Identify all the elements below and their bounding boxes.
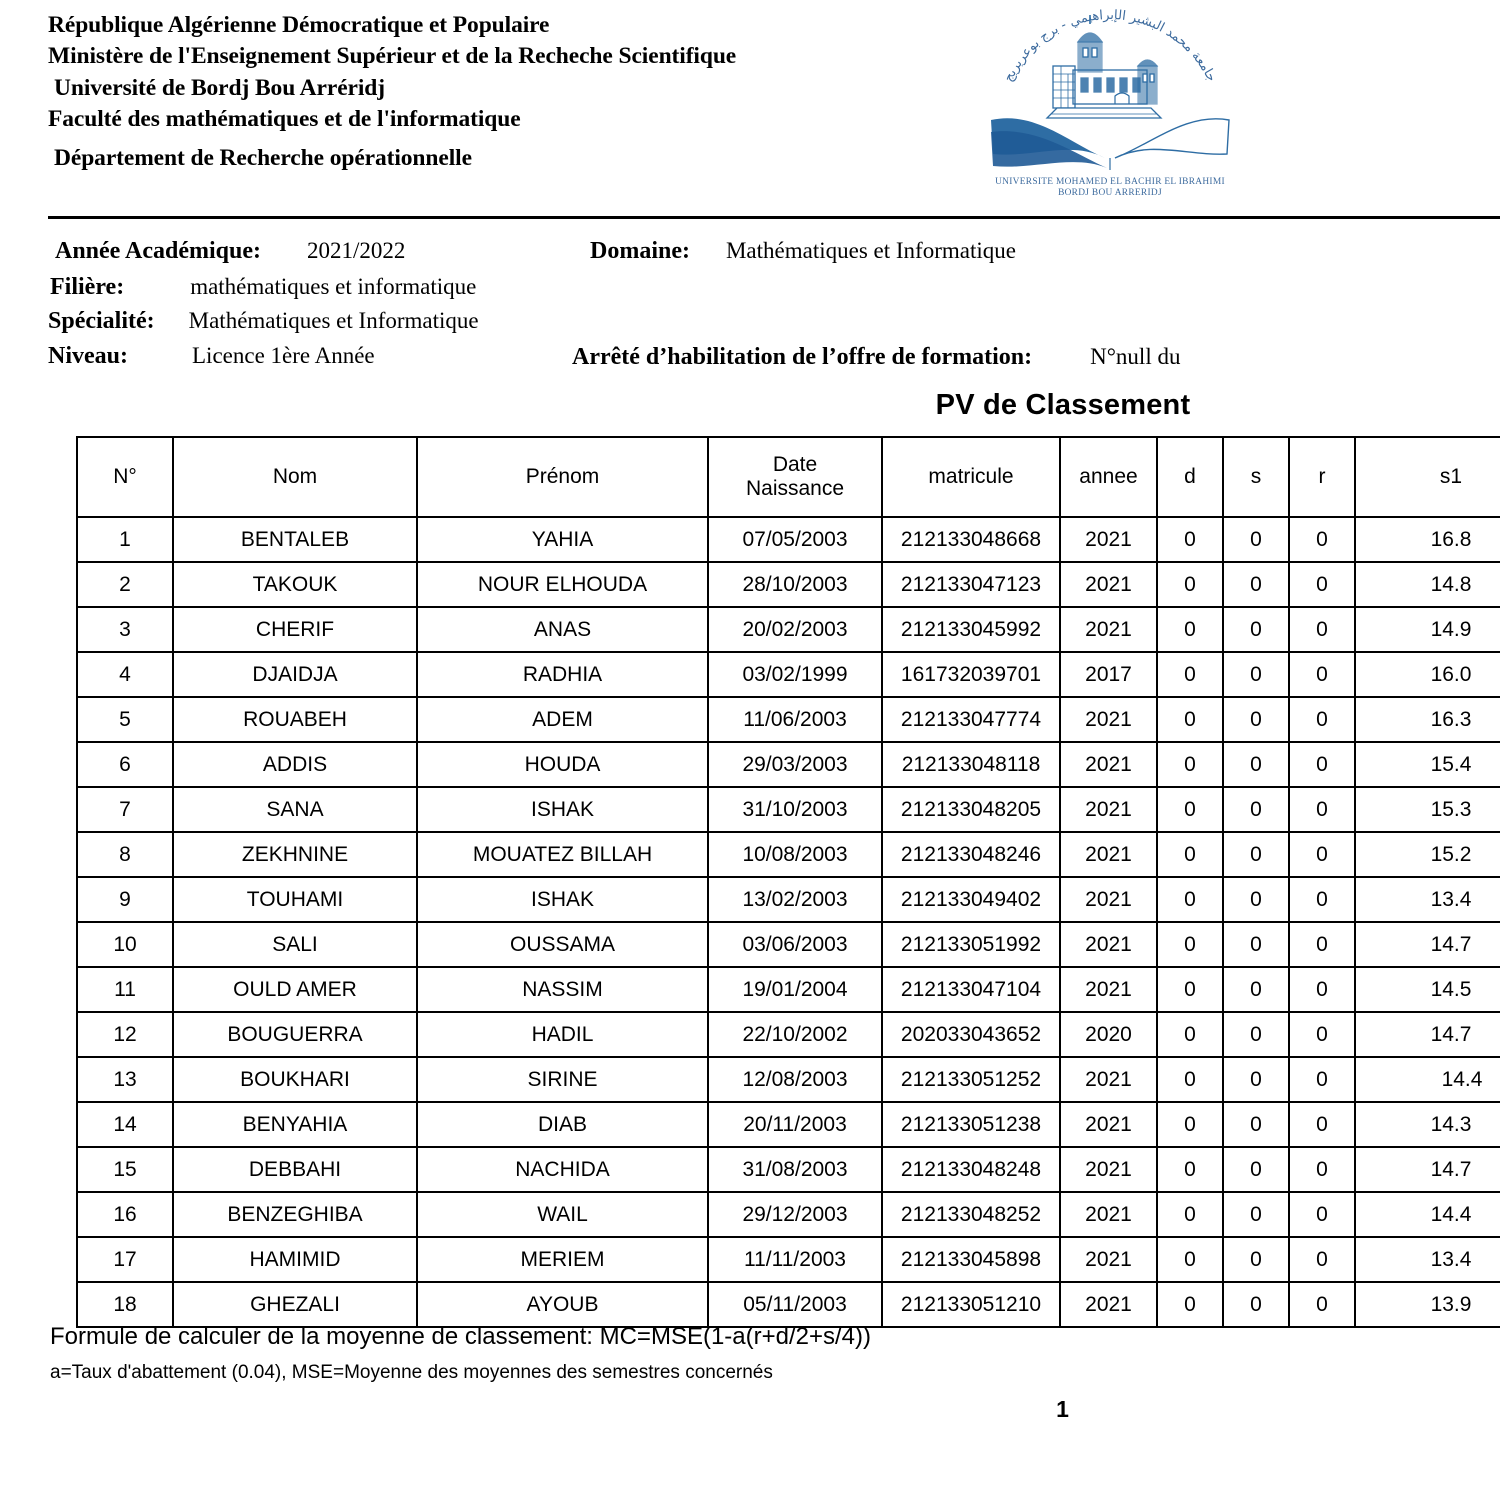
cell-annee: 2021 xyxy=(1060,1282,1157,1327)
cell-r: 0 xyxy=(1289,652,1355,697)
cell-date-naissance: 12/08/2003 xyxy=(708,1057,882,1102)
col-header-date-line2: Naissance xyxy=(745,477,845,500)
classement-table-container xyxy=(76,436,1500,1328)
cell-s: 0 xyxy=(1223,787,1289,832)
cell-numero: 12 xyxy=(77,1012,173,1057)
cell-matricule: 202033043652 xyxy=(882,1012,1060,1057)
cell-s: 0 xyxy=(1223,742,1289,787)
cell-s: 0 xyxy=(1223,607,1289,652)
cell-s1: 14.7 xyxy=(1355,1012,1500,1057)
header-line-university: Université de Bordj Bou Arréridj xyxy=(54,74,385,101)
cell-d: 0 xyxy=(1157,832,1223,877)
col-header-matricule: matricule xyxy=(882,437,1060,517)
cell-s1: 15.2 xyxy=(1355,832,1500,877)
cell-matricule: 212133048248 xyxy=(882,1147,1060,1192)
cell-prenom: WAIL xyxy=(417,1192,708,1237)
page-number: 1 xyxy=(1056,1396,1069,1422)
header-line-ministry: Ministère de l'Enseignement Supérieur et de la Recheche Scientifique xyxy=(48,43,737,70)
header-divider xyxy=(48,216,1500,219)
cell-s: 0 xyxy=(1223,1192,1289,1237)
cell-nom: SALI xyxy=(173,922,417,967)
cell-r: 0 xyxy=(1289,1237,1355,1282)
cell-numero: 16 xyxy=(77,1192,173,1237)
cell-r: 0 xyxy=(1289,1057,1355,1102)
cell-d: 0 xyxy=(1157,1192,1223,1237)
meta-value-niveau: Licence 1ère Année xyxy=(192,343,375,368)
cell-s1: 15.4 xyxy=(1355,742,1500,787)
cell-numero: 2 xyxy=(77,562,173,607)
meta-label-niveau: Niveau: xyxy=(48,343,128,369)
cell-nom: ADDIS xyxy=(173,742,417,787)
cell-date-naissance: 29/12/2003 xyxy=(708,1192,882,1237)
cell-d: 0 xyxy=(1157,967,1223,1012)
cell-d: 0 xyxy=(1157,1237,1223,1282)
cell-date-naissance: 29/03/2003 xyxy=(708,742,882,787)
header-line-republic: République Algérienne Démocratique et Populaire xyxy=(48,12,550,38)
cell-d: 0 xyxy=(1157,1057,1223,1102)
logo-name-line2: BORDJ BOU ARRERIDJ xyxy=(1058,188,1162,198)
cell-nom: BENZEGHIBA xyxy=(173,1192,417,1237)
table-row xyxy=(77,1102,1500,1147)
table-row xyxy=(77,1192,1500,1237)
meta-value-specialite: Mathématiques et Informatique xyxy=(188,308,479,333)
cell-nom: ROUABEH xyxy=(173,697,417,742)
cell-s1: 13.4 xyxy=(1355,877,1500,922)
table-row xyxy=(77,1147,1500,1192)
cell-date-naissance: 20/02/2003 xyxy=(708,607,882,652)
cell-d: 0 xyxy=(1157,652,1223,697)
formula-legend: a=Taux d'abattement (0.04), MSE=Moyenne des moyennes des semestres concernés xyxy=(50,1362,773,1383)
cell-s1: 14.7 xyxy=(1355,1147,1500,1192)
cell-numero: 8 xyxy=(77,832,173,877)
cell-date-naissance: 13/02/2003 xyxy=(708,877,882,922)
cell-nom: DJAIDJA xyxy=(173,652,417,697)
table-row xyxy=(77,562,1500,607)
cell-s: 0 xyxy=(1223,1282,1289,1327)
cell-s: 0 xyxy=(1223,517,1289,562)
cell-numero: 5 xyxy=(77,697,173,742)
cell-date-naissance: 28/10/2003 xyxy=(708,562,882,607)
meta-row-arrete xyxy=(572,344,1180,371)
header-line-department: Département de Recherche opérationnelle xyxy=(54,145,472,171)
cell-annee: 2021 xyxy=(1060,787,1157,832)
col-header-r: r xyxy=(1289,437,1355,517)
table-header-row xyxy=(77,437,1500,517)
cell-d: 0 xyxy=(1157,1102,1223,1147)
cell-s: 0 xyxy=(1223,967,1289,1012)
cell-s: 0 xyxy=(1223,1237,1289,1282)
cell-matricule: 212133049402 xyxy=(882,877,1060,922)
cell-s: 0 xyxy=(1223,652,1289,697)
meta-row-filiere xyxy=(50,274,476,301)
cell-d: 0 xyxy=(1157,517,1223,562)
cell-d: 0 xyxy=(1157,1147,1223,1192)
table-row xyxy=(77,607,1500,652)
table-body xyxy=(77,517,1500,1327)
col-header-date-line1: Date xyxy=(772,453,818,477)
meta-label-specialite: Spécialité: xyxy=(48,308,155,334)
cell-numero: 18 xyxy=(77,1282,173,1327)
meta-row-specialite xyxy=(48,308,479,335)
cell-matricule: 212133048668 xyxy=(882,517,1060,562)
cell-r: 0 xyxy=(1289,607,1355,652)
cell-annee: 2021 xyxy=(1060,607,1157,652)
meta-value-annee-academique: 2021/2022 xyxy=(307,238,406,263)
cell-numero: 7 xyxy=(77,787,173,832)
cell-matricule: 212133048118 xyxy=(882,742,1060,787)
cell-nom: HAMIMID xyxy=(173,1237,417,1282)
cell-s1: 14.7 xyxy=(1355,922,1500,967)
cell-annee: 2021 xyxy=(1060,1057,1157,1102)
cell-d: 0 xyxy=(1157,922,1223,967)
cell-prenom: ISHAK xyxy=(417,787,708,832)
meta-value-arrete: N°null du xyxy=(1090,344,1181,369)
cell-annee: 2021 xyxy=(1060,877,1157,922)
cell-date-naissance: 11/11/2003 xyxy=(708,1237,882,1282)
cell-s1: 16.0 xyxy=(1355,652,1500,697)
table-row xyxy=(77,1057,1500,1102)
cell-date-naissance: 05/11/2003 xyxy=(708,1282,882,1327)
cell-matricule: 212133048205 xyxy=(882,787,1060,832)
cell-prenom: ANAS xyxy=(417,607,708,652)
table-row xyxy=(77,517,1500,562)
cell-d: 0 xyxy=(1157,742,1223,787)
cell-date-naissance: 31/08/2003 xyxy=(708,1147,882,1192)
cell-s: 0 xyxy=(1223,1012,1289,1057)
cell-annee: 2017 xyxy=(1060,652,1157,697)
cell-prenom: AYOUB xyxy=(417,1282,708,1327)
cell-prenom: RADHIA xyxy=(417,652,708,697)
cell-nom: BOUGUERRA xyxy=(173,1012,417,1057)
col-header-prenom: Prénom xyxy=(417,437,708,517)
table-row xyxy=(77,652,1500,697)
meta-row-domaine xyxy=(590,238,1016,265)
cell-nom: TAKOUK xyxy=(173,562,417,607)
table-row xyxy=(77,1282,1500,1327)
cell-prenom: ADEM xyxy=(417,697,708,742)
meta-label-filiere: Filière: xyxy=(50,274,125,300)
cell-r: 0 xyxy=(1289,877,1355,922)
cell-s1: 14.8 xyxy=(1355,562,1500,607)
cell-nom: CHERIF xyxy=(173,607,417,652)
col-header-numero: N° xyxy=(77,437,173,517)
cell-nom: GHEZALI xyxy=(173,1282,417,1327)
cell-r: 0 xyxy=(1289,922,1355,967)
cell-r: 0 xyxy=(1289,697,1355,742)
cell-annee: 2021 xyxy=(1060,1237,1157,1282)
cell-s: 0 xyxy=(1223,832,1289,877)
cell-s1: 15.3 xyxy=(1355,787,1500,832)
col-header-nom: Nom xyxy=(173,437,417,517)
svg-text:جامعة محمد البشير الإبراهيمي - xyxy=(1001,8,1219,84)
cell-r: 0 xyxy=(1289,1192,1355,1237)
cell-nom: OULD AMER xyxy=(173,967,417,1012)
cell-d: 0 xyxy=(1157,877,1223,922)
cell-d: 0 xyxy=(1157,787,1223,832)
cell-numero: 17 xyxy=(77,1237,173,1282)
col-header-annee: annee xyxy=(1060,437,1157,517)
cell-r: 0 xyxy=(1289,1012,1355,1057)
cell-d: 0 xyxy=(1157,562,1223,607)
cell-date-naissance: 07/05/2003 xyxy=(708,517,882,562)
cell-prenom: DIAB xyxy=(417,1102,708,1147)
cell-matricule: 212133048246 xyxy=(882,832,1060,877)
cell-numero: 9 xyxy=(77,877,173,922)
cell-numero: 15 xyxy=(77,1147,173,1192)
cell-s: 0 xyxy=(1223,562,1289,607)
cell-date-naissance: 31/10/2003 xyxy=(708,787,882,832)
cell-r: 0 xyxy=(1289,832,1355,877)
cell-matricule: 212133047123 xyxy=(882,562,1060,607)
cell-numero: 14 xyxy=(77,1102,173,1147)
logo-arabic-arc: جامعة محمد البشير الإبراهيمي - برج بوعريريج xyxy=(1001,8,1219,85)
cell-r: 0 xyxy=(1289,562,1355,607)
col-header-s1: s1 xyxy=(1355,437,1500,517)
cell-matricule: 212133047774 xyxy=(882,697,1060,742)
cell-annee: 2021 xyxy=(1060,832,1157,877)
cell-s1: 14.9 xyxy=(1355,607,1500,652)
meta-row-annee-academique xyxy=(55,238,405,265)
cell-annee: 2021 xyxy=(1060,1192,1157,1237)
cell-s1: 14.3 xyxy=(1355,1102,1500,1147)
cell-prenom: MOUATEZ BILLAH xyxy=(417,832,708,877)
cell-date-naissance: 03/06/2003 xyxy=(708,922,882,967)
cell-r: 0 xyxy=(1289,967,1355,1012)
cell-annee: 2021 xyxy=(1060,1147,1157,1192)
cell-nom: ZEKHNINE xyxy=(173,832,417,877)
cell-s1: 14.4 xyxy=(1355,1192,1500,1237)
cell-s: 0 xyxy=(1223,877,1289,922)
cell-prenom: HADIL xyxy=(417,1012,708,1057)
cell-numero: 6 xyxy=(77,742,173,787)
formula-text: Formule de calculer de la moyenne de classement: MC=MSE(1-a(r+d/2+s/4)) xyxy=(50,1323,872,1350)
meta-row-niveau xyxy=(48,343,375,370)
cell-matricule: 212133045898 xyxy=(882,1237,1060,1282)
classement-table xyxy=(76,436,1500,1328)
cell-annee: 2021 xyxy=(1060,562,1157,607)
cell-prenom: NASSIM xyxy=(417,967,708,1012)
cell-date-naissance: 03/02/1999 xyxy=(708,652,882,697)
cell-matricule: 212133045992 xyxy=(882,607,1060,652)
logo-name-line1: UNIVERSITE MOHAMED EL BACHIR EL IBRAHIMI xyxy=(995,177,1225,187)
cell-d: 0 xyxy=(1157,697,1223,742)
cell-annee: 2020 xyxy=(1060,1012,1157,1057)
cell-s1: 16.8 xyxy=(1355,517,1500,562)
table-row xyxy=(77,877,1500,922)
page-title: PV de Classement xyxy=(935,389,1191,421)
cell-matricule: 212133051238 xyxy=(882,1102,1060,1147)
cell-numero: 1 xyxy=(77,517,173,562)
cell-r: 0 xyxy=(1289,742,1355,787)
cell-prenom: OUSSAMA xyxy=(417,922,708,967)
meta-value-domaine: Mathématiques et Informatique xyxy=(725,238,1016,263)
meta-label-arrete: Arrêté d’habilitation de l’offre de formation: xyxy=(572,344,1033,370)
header-line-faculty: Faculté des mathématiques et de l'informatique xyxy=(48,105,521,132)
table-row xyxy=(77,742,1500,787)
cell-prenom: ISHAK xyxy=(417,877,708,922)
cell-matricule: 212133047104 xyxy=(882,967,1060,1012)
cell-s: 0 xyxy=(1223,1147,1289,1192)
cell-annee: 2021 xyxy=(1060,967,1157,1012)
cell-nom: DEBBAHI xyxy=(173,1147,417,1192)
cell-matricule: 212133051992 xyxy=(882,922,1060,967)
col-header-d: d xyxy=(1157,437,1223,517)
cell-nom: SANA xyxy=(173,787,417,832)
cell-date-naissance: 20/11/2003 xyxy=(708,1102,882,1147)
cell-numero: 3 xyxy=(77,607,173,652)
cell-nom: BOUKHARI xyxy=(173,1057,417,1102)
cell-annee: 2021 xyxy=(1060,922,1157,967)
table-row xyxy=(77,697,1500,742)
table-row xyxy=(77,832,1500,877)
cell-s: 0 xyxy=(1223,697,1289,742)
cell-numero: 11 xyxy=(77,967,173,1012)
table-row xyxy=(77,922,1500,967)
cell-numero: 10 xyxy=(77,922,173,967)
cell-r: 0 xyxy=(1289,1147,1355,1192)
cell-prenom: MERIEM xyxy=(417,1237,708,1282)
cell-d: 0 xyxy=(1157,607,1223,652)
cell-prenom: NOUR ELHOUDA xyxy=(417,562,708,607)
table-row xyxy=(77,1012,1500,1057)
cell-prenom: HOUDA xyxy=(417,742,708,787)
cell-matricule: 161732039701 xyxy=(882,652,1060,697)
cell-numero: 4 xyxy=(77,652,173,697)
col-header-date-naissance xyxy=(708,437,882,517)
cell-s1: 14.5 xyxy=(1355,967,1500,1012)
table-row xyxy=(77,967,1500,1012)
cell-r: 0 xyxy=(1289,517,1355,562)
col-header-s: s xyxy=(1223,437,1289,517)
cell-annee: 2021 xyxy=(1060,517,1157,562)
cell-s: 0 xyxy=(1223,1057,1289,1102)
cell-matricule: 212133051252 xyxy=(882,1057,1060,1102)
cell-nom: TOUHAMI xyxy=(173,877,417,922)
cell-r: 0 xyxy=(1289,1102,1355,1147)
cell-r: 0 xyxy=(1289,1282,1355,1327)
cell-s1: 13.4 xyxy=(1355,1237,1500,1282)
cell-date-naissance: 11/06/2003 xyxy=(708,697,882,742)
meta-value-filiere: mathématiques et informatique xyxy=(190,274,477,299)
cell-s: 0 xyxy=(1223,922,1289,967)
university-logo xyxy=(975,8,1245,203)
cell-date-naissance: 10/08/2003 xyxy=(708,832,882,877)
cell-matricule: 212133051210 xyxy=(882,1282,1060,1327)
cell-s1: 13.9 xyxy=(1355,1282,1500,1327)
cell-s1: 16.3 xyxy=(1355,697,1500,742)
cell-annee: 2021 xyxy=(1060,1102,1157,1147)
cell-numero: 13 xyxy=(77,1057,173,1102)
cell-r: 0 xyxy=(1289,787,1355,832)
institution-header xyxy=(48,10,948,174)
cell-s1: 14.4 xyxy=(1355,1057,1500,1102)
cell-annee: 2021 xyxy=(1060,697,1157,742)
cell-s: 0 xyxy=(1223,1102,1289,1147)
formula-footer xyxy=(50,1322,1250,1384)
cell-prenom: NACHIDA xyxy=(417,1147,708,1192)
cell-matricule: 212133048252 xyxy=(882,1192,1060,1237)
cell-d: 0 xyxy=(1157,1282,1223,1327)
document-meta xyxy=(0,238,1500,383)
cell-d: 0 xyxy=(1157,1012,1223,1057)
table-row xyxy=(77,787,1500,832)
cell-nom: BENYAHIA xyxy=(173,1102,417,1147)
university-logo-icon xyxy=(975,8,1245,203)
table-row xyxy=(77,1237,1500,1282)
cell-annee: 2021 xyxy=(1060,742,1157,787)
meta-label-annee-academique: Année Académique: xyxy=(55,238,261,264)
cell-date-naissance: 19/01/2004 xyxy=(708,967,882,1012)
cell-date-naissance: 22/10/2002 xyxy=(708,1012,882,1057)
meta-label-domaine: Domaine: xyxy=(590,238,690,264)
cell-prenom: YAHIA xyxy=(417,517,708,562)
cell-nom: BENTALEB xyxy=(173,517,417,562)
cell-prenom: SIRINE xyxy=(417,1057,708,1102)
